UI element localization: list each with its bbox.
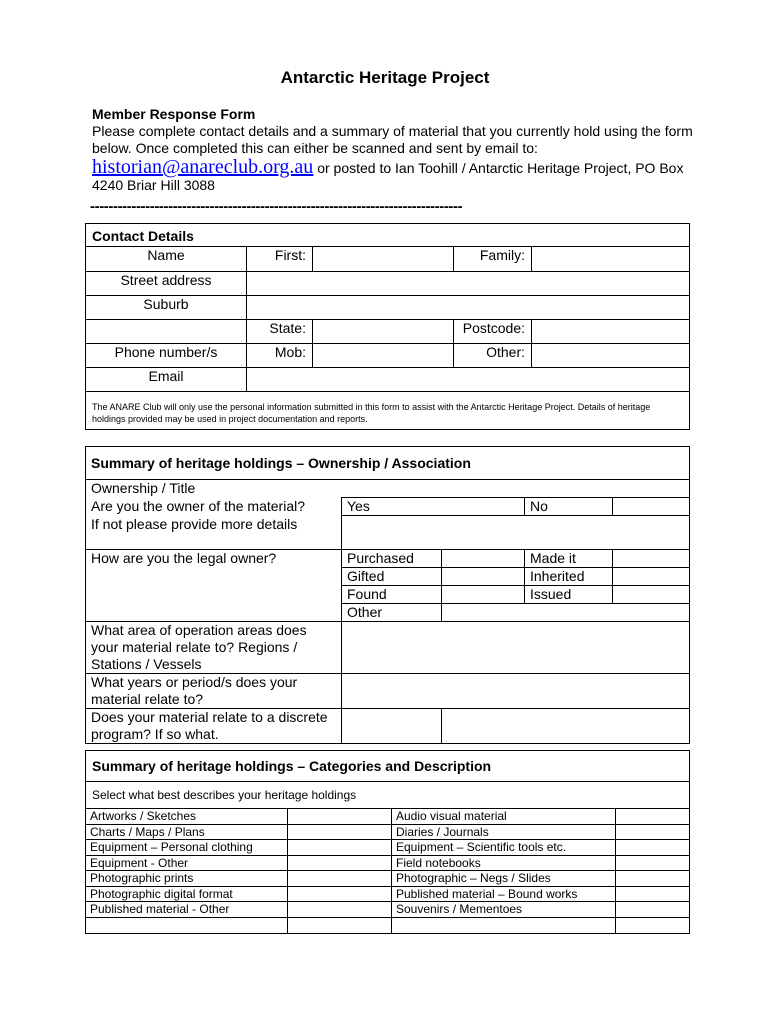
phone-label: Phone number/s: [86, 344, 247, 368]
email-label: Email: [86, 368, 247, 392]
first-label: First:: [247, 247, 313, 272]
category-label: Equipment - Other: [86, 855, 288, 871]
inherited-label: Inherited: [525, 568, 613, 586]
first-name-field[interactable]: [313, 247, 454, 272]
category-label: Artworks / Sketches: [86, 809, 288, 825]
state-field[interactable]: [313, 320, 454, 344]
ownership-table: [85, 446, 690, 744]
postcode-field[interactable]: [532, 320, 690, 344]
blank-cell[interactable]: [288, 917, 392, 933]
privacy-notice: The ANARE Club will only use the personal information submitted in this form to assist with the Antarctic Heritage Project. Details of heritage holdings provided may be used in project documentation and reports.: [86, 392, 690, 430]
category-checkbox[interactable]: [288, 855, 392, 871]
no-field[interactable]: [613, 498, 690, 516]
family-label: Family:: [454, 247, 532, 272]
category-checkbox[interactable]: [616, 840, 690, 856]
divider: ---------------------------------------------------------------------------------: [90, 198, 463, 215]
no-label: No: [525, 498, 613, 516]
category-checkbox[interactable]: [616, 809, 690, 825]
categories-instruction: Select what best describes your heritage holdings: [86, 782, 690, 809]
blank-cell: [392, 917, 616, 933]
made-it-field[interactable]: [613, 550, 690, 568]
issued-label: Issued: [525, 586, 613, 604]
yes-label: Yes: [342, 498, 442, 516]
details-label: If not please provide more details: [86, 516, 342, 550]
categories-table: [85, 750, 690, 934]
category-label: Published material – Bound works: [392, 886, 616, 902]
category-label: Photographic – Negs / Slides: [392, 871, 616, 887]
found-label: Found: [342, 586, 442, 604]
other-phone-label: Other:: [454, 344, 532, 368]
intro-text: Please complete contact details and a summary of material that you currently hold using the form below. Once completed this can either be scanned and sent by email to:: [92, 123, 693, 156]
category-checkbox[interactable]: [616, 824, 690, 840]
mob-label: Mob:: [247, 344, 313, 368]
area-question: What area of operation areas does your material relate to? Regions / Stations / Vessels: [86, 622, 342, 674]
category-label: Audio visual material: [392, 809, 616, 825]
category-checkbox[interactable]: [616, 855, 690, 871]
contact-table: [85, 223, 690, 430]
blank-label: [86, 320, 247, 344]
inherited-field[interactable]: [613, 568, 690, 586]
program-question: Does your material relate to a discrete program? If so what.: [86, 709, 342, 744]
suburb-label: Suburb: [86, 296, 247, 320]
program-field[interactable]: [442, 709, 690, 744]
category-label: Field notebooks: [392, 855, 616, 871]
found-field[interactable]: [442, 586, 525, 604]
other-label: Other: [342, 604, 442, 622]
ownership-heading: Summary of heritage holdings – Ownership / Association: [86, 447, 690, 480]
name-label: Name: [86, 247, 247, 272]
intro: [92, 106, 712, 194]
category-checkbox[interactable]: [616, 902, 690, 918]
issued-field[interactable]: [613, 586, 690, 604]
program-spacer: [342, 709, 442, 744]
street-label: Street address: [86, 272, 247, 296]
category-checkbox[interactable]: [616, 886, 690, 902]
area-field[interactable]: [342, 622, 690, 674]
category-checkbox[interactable]: [288, 840, 392, 856]
category-checkbox[interactable]: [288, 824, 392, 840]
contact-heading: Contact Details: [86, 224, 690, 247]
yes-field[interactable]: [442, 498, 525, 516]
email-field[interactable]: [247, 368, 690, 392]
category-label: Photographic prints: [86, 871, 288, 887]
category-label: Equipment – Personal clothing: [86, 840, 288, 856]
category-label: Equipment – Scientific tools etc.: [392, 840, 616, 856]
legal-owner-question: How are you the legal owner?: [86, 550, 342, 622]
category-checkbox[interactable]: [616, 871, 690, 887]
blank-cell: [86, 917, 288, 933]
category-checkbox[interactable]: [288, 886, 392, 902]
postal-text: or posted to Ian Toohill / Antarctic Heritage Project, PO Box 4240 Briar Hill 3088: [92, 160, 684, 193]
category-checkbox[interactable]: [288, 871, 392, 887]
categories-heading: Summary of heritage holdings – Categories and Description: [86, 751, 690, 782]
ownership-title-label: Ownership / Title: [86, 480, 690, 498]
other-phone-field[interactable]: [532, 344, 690, 368]
made-it-label: Made it: [525, 550, 613, 568]
category-checkbox[interactable]: [288, 809, 392, 825]
page-title: Antarctic Heritage Project: [280, 68, 490, 87]
category-label: Charts / Maps / Plans: [86, 824, 288, 840]
family-name-field[interactable]: [532, 247, 690, 272]
years-question: What years or period/s does your material relate to?: [86, 674, 342, 709]
category-checkbox[interactable]: [288, 902, 392, 918]
category-label: Published material - Other: [86, 902, 288, 918]
postcode-label: Postcode:: [454, 320, 532, 344]
gifted-field[interactable]: [442, 568, 525, 586]
category-label: Photographic digital format: [86, 886, 288, 902]
other-field[interactable]: [442, 604, 690, 622]
purchased-field[interactable]: [442, 550, 525, 568]
years-field[interactable]: [342, 674, 690, 709]
street-field[interactable]: [247, 272, 690, 296]
purchased-label: Purchased: [342, 550, 442, 568]
category-label: Souvenirs / Mementoes: [392, 902, 616, 918]
details-field[interactable]: [342, 516, 690, 550]
owner-question: Are you the owner of the material?: [86, 498, 342, 516]
mobile-field[interactable]: [313, 344, 454, 368]
email-link[interactable]: historian@anareclub.org.au: [92, 156, 314, 178]
form-heading: Member Response Form: [92, 106, 256, 122]
category-label: Diaries / Journals: [392, 824, 616, 840]
gifted-label: Gifted: [342, 568, 442, 586]
suburb-field[interactable]: [247, 296, 690, 320]
blank-cell[interactable]: [616, 917, 690, 933]
state-label: State:: [247, 320, 313, 344]
